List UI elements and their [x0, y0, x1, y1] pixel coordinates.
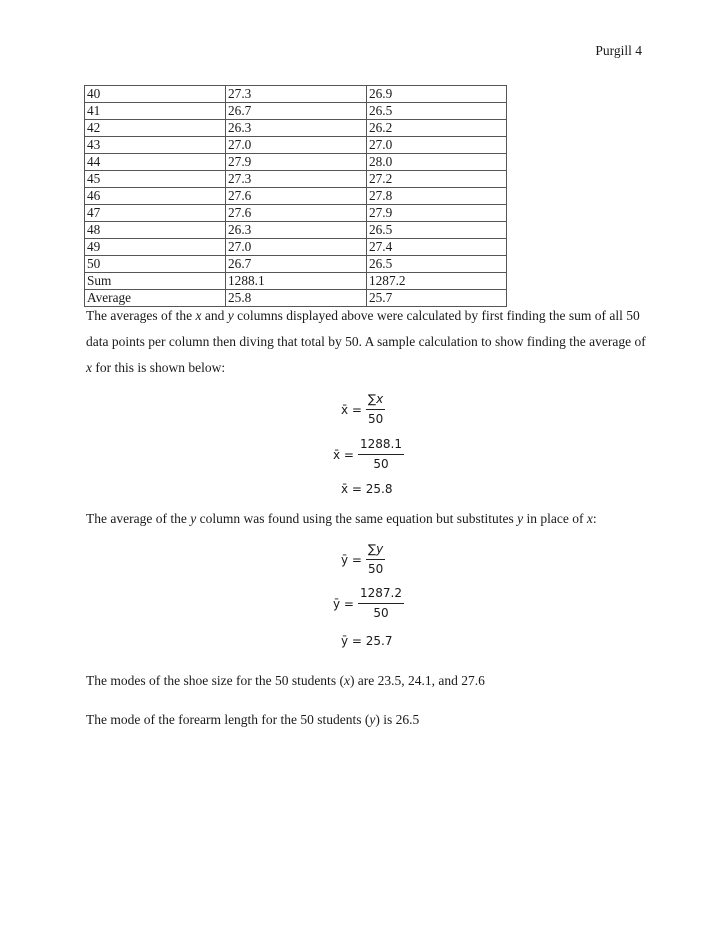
table-cell-x: 27.6 — [226, 205, 367, 222]
table-cell-label: 43 — [85, 137, 226, 154]
table-row — [85, 273, 507, 290]
table-cell-x: 27.0 — [226, 239, 367, 256]
table-cell-x: 26.7 — [226, 103, 367, 120]
table-cell-x: 27.0 — [226, 137, 367, 154]
table-cell-y: 28.0 — [367, 154, 507, 171]
table-cell-label: 48 — [85, 222, 226, 239]
equation-y-mean-result: ȳ = 25.7 — [341, 634, 393, 648]
equation-x-mean-result: x̄ = 25.8 — [341, 482, 393, 496]
table-cell-label: 40 — [85, 86, 226, 103]
paragraph-averages: The averages of the x and y columns displayed above were calculated by first finding the sum of all 50 data points per column then diving that total by 50. A sample calculation to show finding the average of x for this is shown below: — [86, 308, 646, 375]
table-cell-x: 26.7 — [226, 256, 367, 273]
table-cell-y: 27.9 — [367, 205, 507, 222]
table-row — [85, 239, 507, 256]
paragraph-y-average: The average of the y column was found using the same equation but substitutes y in place of x: — [86, 511, 597, 526]
table-cell-x: 25.8 — [226, 290, 367, 307]
data-table-body — [85, 86, 507, 307]
table-cell-label: 49 — [85, 239, 226, 256]
table-cell-y: 27.8 — [367, 188, 507, 205]
equation-x-mean-formula: x̄ = $\frac{\sum x}{50}$ — [341, 392, 384, 426]
table-cell-label: 50 — [85, 256, 226, 273]
table-cell-x: 1288.1 — [226, 273, 367, 290]
paragraph-forearm-mode: The mode of the forearm length for the 50 students (y) is 26.5 — [86, 712, 420, 727]
table-cell-y: 26.5 — [367, 222, 507, 239]
table-cell-y: 27.0 — [367, 137, 507, 154]
paragraph-shoe-size-modes: The modes of the shoe size for the 50 students (x) are 23.5, 24.1, and 27.6 — [86, 673, 485, 688]
table-cell-label: 47 — [85, 205, 226, 222]
table-row — [85, 188, 507, 205]
table-cell-y: 26.5 — [367, 256, 507, 273]
table-cell-x: 27.3 — [226, 86, 367, 103]
table-cell-label: 44 — [85, 154, 226, 171]
table-cell-y: 27.4 — [367, 239, 507, 256]
table-cell-y: 1287.2 — [367, 273, 507, 290]
table-row — [85, 86, 507, 103]
table-cell-x: 27.6 — [226, 188, 367, 205]
table-row — [85, 137, 507, 154]
table-row — [85, 205, 507, 222]
table-cell-x: 26.3 — [226, 120, 367, 137]
table-cell-x: 26.3 — [226, 222, 367, 239]
table-row — [85, 256, 507, 273]
table-cell-label: Sum — [85, 273, 226, 290]
equation-y-mean-substituted: ȳ = $\frac{1287.2}{50}$ — [333, 586, 402, 620]
table-row — [85, 222, 507, 239]
table-cell-y: 26.9 — [367, 86, 507, 103]
table-row — [85, 171, 507, 188]
table-cell-label: 42 — [85, 120, 226, 137]
table-row — [85, 120, 507, 137]
running-head: Purgill 4 — [595, 43, 642, 58]
table-cell-label: 46 — [85, 188, 226, 205]
table-cell-y: 27.2 — [367, 171, 507, 188]
table-cell-y: 26.2 — [367, 120, 507, 137]
table-cell-label: 41 — [85, 103, 226, 120]
table-cell-y: 25.7 — [367, 290, 507, 307]
table-cell-label: 45 — [85, 171, 226, 188]
equation-y-mean-formula: ȳ = $\frac{\sum y}{50}$ — [341, 542, 384, 576]
table-cell-x: 27.9 — [226, 154, 367, 171]
table-cell-x: 27.3 — [226, 171, 367, 188]
table-cell-label: Average — [85, 290, 226, 307]
table-row — [85, 154, 507, 171]
data-table — [84, 85, 507, 307]
table-row — [85, 103, 507, 120]
table-cell-y: 26.5 — [367, 103, 507, 120]
equation-x-mean-substituted: x̄ = $\frac{1288.1}{50}$ — [333, 437, 402, 471]
